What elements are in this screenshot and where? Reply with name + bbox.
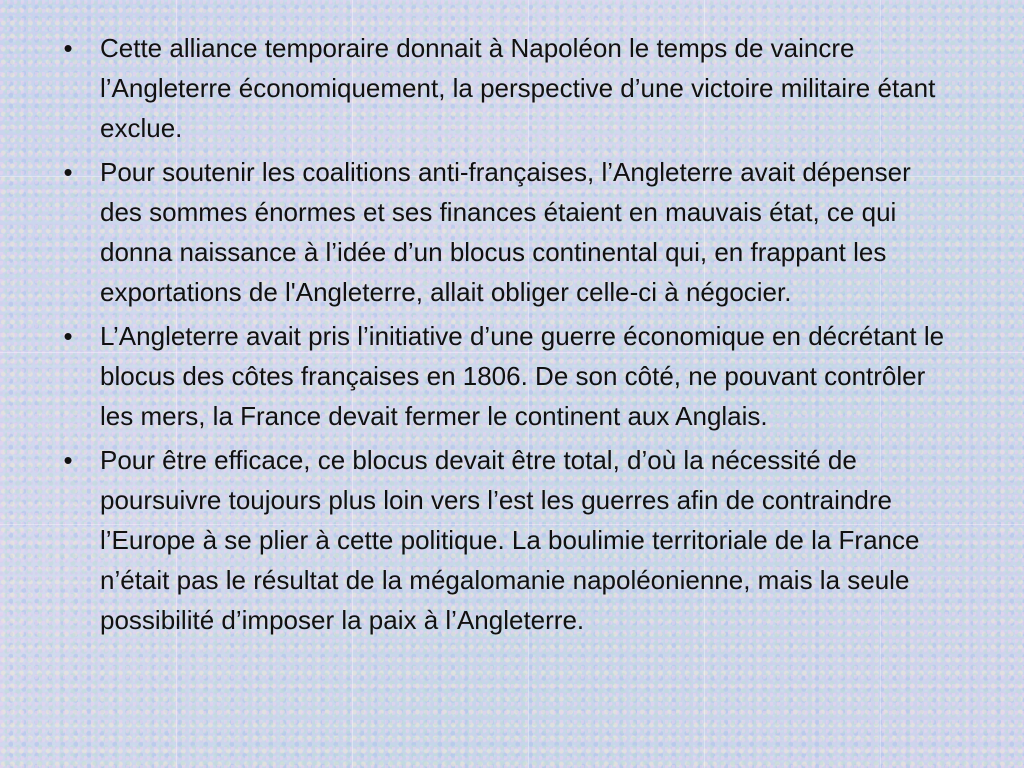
bullet-marker: • <box>63 33 73 63</box>
bullet-text: L’Angleterre avait pris l’initiative d’une guerre économique en décrétant le blocus des côtes françaises en 1806. De son côté, ne pouvant contrôler les mers, la France devait fermer le continent aux Anglais. <box>100 321 945 431</box>
bullet-list <box>58 28 958 640</box>
bullet-marker: • <box>63 321 73 351</box>
slide-content <box>58 28 958 644</box>
bullet-marker: • <box>63 157 73 187</box>
bullet-item <box>58 316 958 436</box>
bullet-item <box>58 440 958 640</box>
bullet-item <box>58 28 958 148</box>
bullet-text: Pour être efficace, ce blocus devait être total, d’où la nécessité de poursuivre toujours plus loin vers l’est les guerres afin de contraindre l’Europe à se plier à cette politique. La boulimie territoriale de la France n’était pas le résultat de la mégalomanie napoléonienne, mais la seule possibilité d’imposer la paix à l’Angleterre. <box>100 445 920 635</box>
bullet-marker: • <box>63 445 73 475</box>
bullet-text: Cette alliance temporaire donnait à Napoléon le temps de vaincre l’Angleterre économiquement, la perspective d’une victoire militaire étant exclue. <box>100 33 936 143</box>
bullet-text: Pour soutenir les coalitions anti-françaises, l’Angleterre avait dépenser des sommes énormes et ses finances étaient en mauvais état, ce qui donna naissance à l’idée d’un blocus continental qui, en frappant les exportations de l'Angleterre, allait obliger celle-ci à négocier. <box>100 157 911 307</box>
bullet-item <box>58 152 958 312</box>
